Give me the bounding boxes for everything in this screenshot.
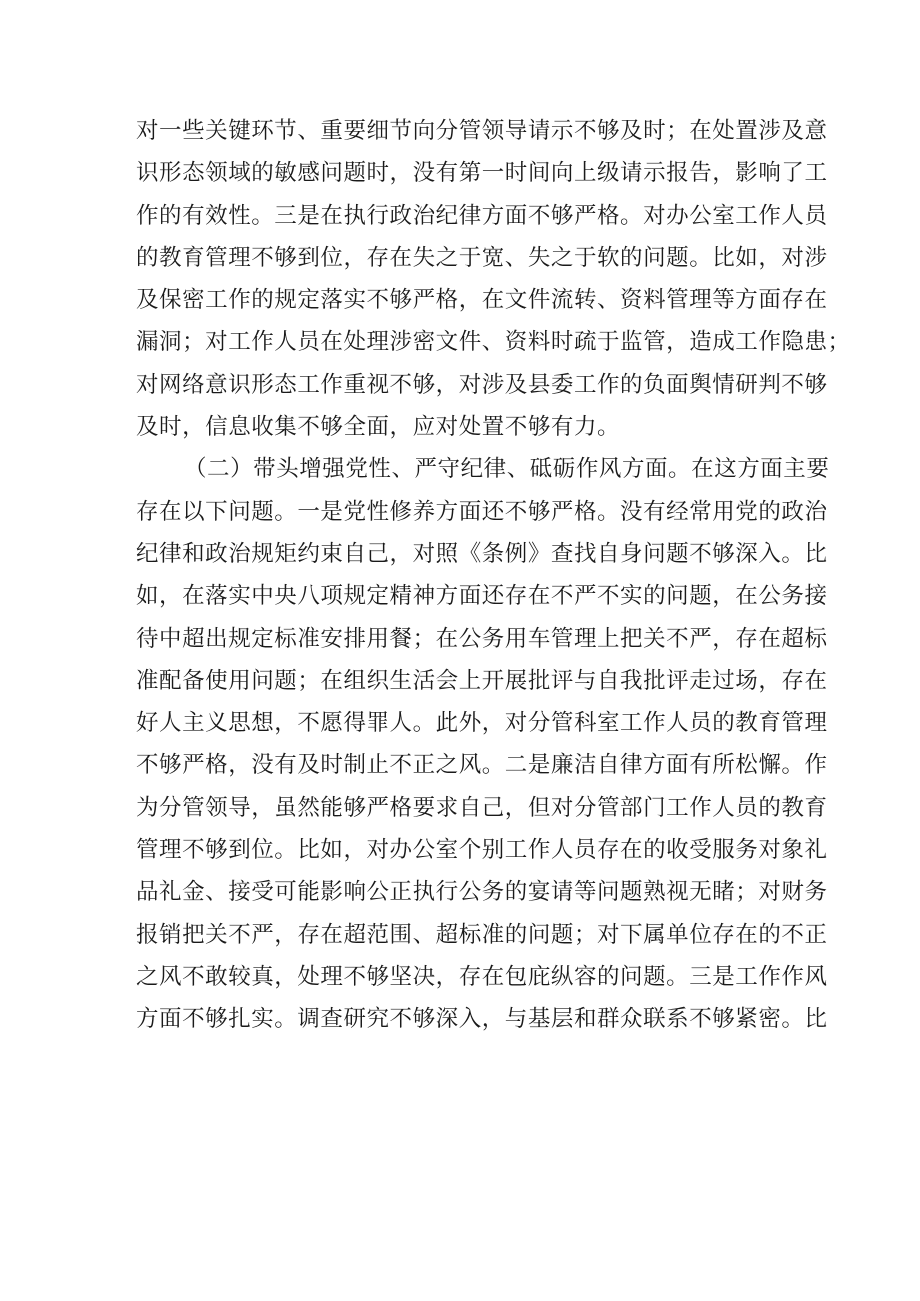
text-line: 品礼金、接受可能影响公正执行公务的宴请等问题熟视无睹；对财务 [136,879,828,906]
text-line: 的教育管理不够到位，存在失之于宽、失之于软的问题。比如，对涉 [136,244,828,271]
text-line: 漏洞；对工作人员在处理涉密文件、资料时疏于监管，造成工作隐患； [136,329,851,356]
text-line: 之风不敢较真，处理不够坚决，存在包庇纵容的问题。三是工作作风 [136,963,828,990]
text-line: 管理不够到位。比如，对办公室个别工作人员存在的收受服务对象礼 [136,837,828,864]
text-line: 报销把关不严，存在超范围、超标准的问题；对下属单位存在的不正 [136,921,828,948]
text-line: （二）带头增强党性、严守纪律、砥砺作风方面。在这方面主要 [184,456,830,483]
text-line: 不够严格，没有及时制止不正之风。二是廉洁自律方面有所松懈。作 [136,752,828,779]
text-line: 待中超出规定标准安排用餐；在公务用车管理上把关不严，存在超标 [136,625,828,652]
text-line: 如，在落实中央八项规定精神方面还存在不严不实的问题，在公务接 [136,583,828,610]
text-line: 纪律和政治规矩约束自己，对照《条例》查找自身问题不够深入。比 [136,540,828,567]
text-line: 对网络意识形态工作重视不够，对涉及县委工作的负面舆情研判不够 [136,371,828,398]
text-line: 作的有效性。三是在执行政治纪律方面不够严格。对办公室工作人员 [136,202,828,229]
text-line: 好人主义思想，不愿得罪人。此外，对分管科室工作人员的教育管理 [136,710,828,737]
text-line: 存在以下问题。一是党性修养方面还不够严格。没有经常用党的政治 [136,498,828,525]
text-line: 方面不够扎实。调查研究不够深入，与基层和群众联系不够紧密。比 [136,1006,828,1033]
text-line: 准配备使用问题；在组织生活会上开展批评与自我批评走过场，存在 [136,667,828,694]
text-line: 及时，信息收集不够全面，应对处置不够有力。 [136,414,621,441]
text-line: 识形态领域的敏感问题时，没有第一时间向上级请示报告，影响了工 [136,160,828,187]
text-line: 为分管领导，虽然能够严格要求自己，但对分管部门工作人员的教育 [136,794,828,821]
text-line: 及保密工作的规定落实不够严格，在文件流转、资料管理等方面存在 [136,287,828,314]
document-body [136,110,851,1041]
text-line: 对一些关键环节、重要细节向分管领导请示不够及时；在处置涉及意 [136,118,828,144]
